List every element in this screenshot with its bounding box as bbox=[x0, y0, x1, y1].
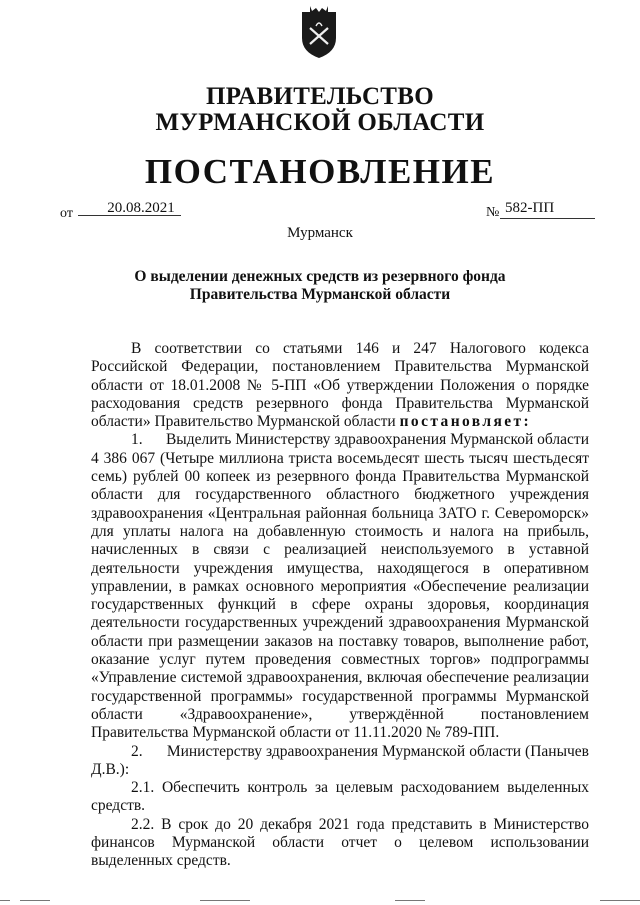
subject-line2: Правительства Мурманской области bbox=[189, 286, 451, 303]
government-title-line1: ПРАВИТЕЛЬСТВО bbox=[206, 83, 434, 110]
decree-number: 582-ПП bbox=[505, 200, 555, 216]
item-2: 2. Министерству здравоохранения Мурманской области (Панычев Д.В.): bbox=[91, 742, 589, 778]
scan-mark bbox=[200, 900, 250, 901]
date-underline bbox=[78, 215, 181, 216]
number-prefix: № bbox=[486, 205, 500, 220]
preamble-text: В соответствии со статьями 146 и 247 Налогового кодекса Российской Федерации, постановлением Правительства Мурманской области от 18.01.2008 № 5-ПП «Об утверждении Положения о порядке расходования средств резервного фонда Правительства Мурманской области» Правительство Мурманской области bbox=[91, 340, 589, 431]
item-2-1: 2.1. Обеспечить контроль за целевым расходованием выделенных средств. bbox=[91, 779, 589, 815]
item-1: 1. Выделить Министерству здравоохранения Мурманской области 4 386 067 (Четыре миллиона триста восемьдесят шесть тысяч шестьдесят семь) рублей 00 копеек из резервного фонда Правительства Мурманской области для государственного областного бюджетного учреждения здравоохранения «Центральная районная больница ЗАТО г. Североморск» для уплаты налога на добавленную стоимость и налога на прибыль, начисленных в связи с реализацией неиспользуемого в уставной деятельности учреждения имущества, находящегося в оперативном управлении, в рамках основного мероприятия «Обеспечение реализации государственных функций в сфере охраны здоровья, координация деятельности государственных учреждений здравоохранения Мурманской области при размещении заказов на поставку товаров, выполнение работ, оказание услуг путем проведения совместных торгов» подпрограммы «Управление системой здравоохранения, включая обеспечение реализации государственной программы» государственной программы Мурманской области «Здравоохранение», утверждённой постановлением Правительства Мурманской области от 11.11.2020 № 789-ПП. bbox=[91, 431, 589, 742]
city: Мурманск bbox=[287, 225, 353, 241]
scan-mark bbox=[0, 900, 10, 901]
scan-mark bbox=[20, 900, 50, 901]
item-2-2: 2.2. В срок до 20 декабря 2021 года представить в Министерство финансов Мурманской области отчет о целевом использовании выделенных средств. bbox=[91, 815, 589, 870]
decree-subject bbox=[0, 268, 640, 304]
decree-body bbox=[91, 340, 589, 871]
date-prefix: от bbox=[60, 206, 73, 221]
decree-date: 20.08.2021 bbox=[107, 200, 175, 216]
scan-footer-marks bbox=[0, 897, 640, 905]
government-title-line2: МУРМАНСКОЙ ОБЛАСТИ bbox=[155, 109, 485, 136]
resolves-word: постановляет: bbox=[399, 413, 532, 431]
subject-line1: О выделении денежных средств из резервного фонда bbox=[134, 268, 506, 285]
scan-mark bbox=[395, 900, 425, 901]
preamble-paragraph bbox=[91, 340, 589, 431]
murmansk-coat-of-arms-icon bbox=[296, 6, 342, 60]
decree-title: ПОСТАНОВЛЕНИЕ bbox=[144, 152, 496, 191]
scan-mark bbox=[600, 900, 640, 901]
number-underline bbox=[500, 218, 595, 219]
